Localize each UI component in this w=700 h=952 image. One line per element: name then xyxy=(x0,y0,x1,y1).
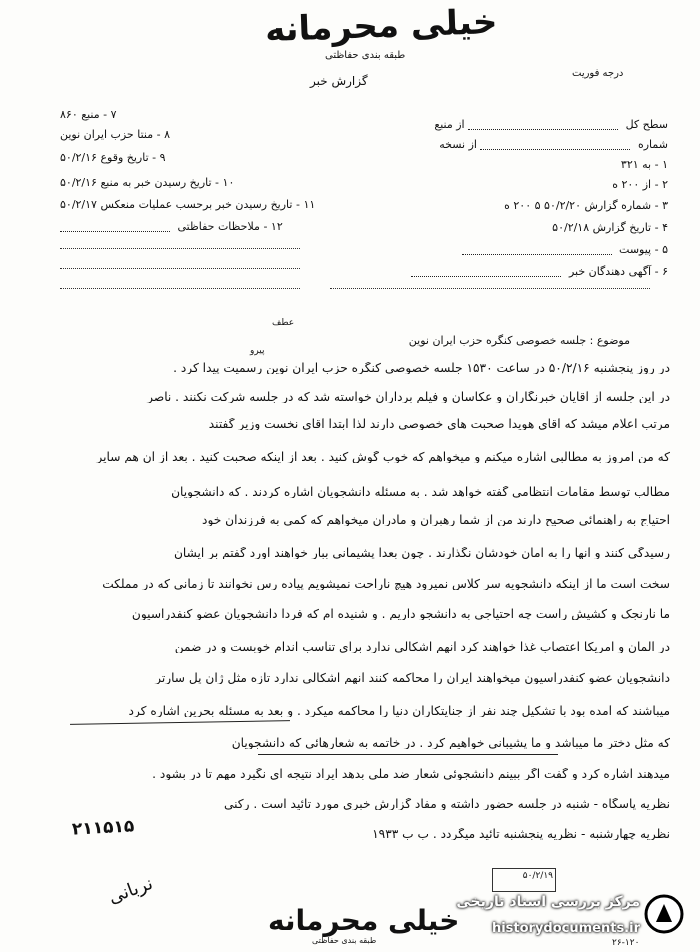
watermark-url[interactable]: historydocuments.ir xyxy=(491,921,640,936)
underline-mark xyxy=(258,754,558,755)
bottom-classification-stamp: خیلی محرمانه xyxy=(268,904,460,937)
field-receipt-date: ۱۰ - تاریخ رسیدن خبر به منبع ۵۰/۲/۱۶ xyxy=(60,176,235,189)
body-line: میدهند اشاره کرد و گفت اگر ببینم دانشجوئی شعار ضد ملی بدهد ایراد نتیجه ای نگیرد مهم تا در بشود . xyxy=(152,768,670,781)
field-target: ۸ - منتا حزب ایران نوین xyxy=(60,128,170,141)
field-security-notes: ۱۲ - ملاحظات حفاظتی xyxy=(60,220,283,233)
subject-line: موضوع : جلسه خصوصی کنگره حزب ایران نوین xyxy=(408,334,630,347)
archive-watermark xyxy=(392,882,692,946)
field-from: ۲ - از ۲۰۰ ه xyxy=(612,178,668,191)
field-to: ۱ - به ۳۲۱ xyxy=(620,158,668,171)
dotted-rule xyxy=(330,288,650,289)
classification-caption: طبقه بندی حفاظتی xyxy=(325,50,406,61)
handwritten-signature: نربانی xyxy=(105,872,156,909)
body-line: در این جلسه از آقایان خبرنگاران و عکاسان و فیلم برداران خواسته شد که در جلسه شرکت نکنند . ناصر xyxy=(147,391,670,404)
watermark-name: مرکز بررسی اسناد تاریخی xyxy=(456,894,640,910)
report-title: گزارش خبر xyxy=(310,74,368,88)
body-line: در آلمان و امریکا اعتصاب غذا خواهند کرد آنهم اشکالی ندارد برای تناسب اندام خوبست و در ضمن xyxy=(174,641,670,654)
body-line: که مثل دختر ما میباشد و ما پشیبانی خواهیم کرد . در خاتمه به شعارهائی که دانشجویان xyxy=(231,737,670,750)
body-line: مطالب توسط مقامات انتظامی گفته خواهد شد . به مسئله دانشجویان اشاره کردند . که دانشجویان xyxy=(171,486,670,499)
document-number: ۲۱۱۵۱۵ xyxy=(71,816,135,840)
follow-label: پیرو xyxy=(250,346,265,356)
body-line: میباشند که آمده بود با تشکیل چند نفر از جنایتکاران دنیا را محاکمه میکرد . و بعد به مسئله بحرین اشاره کرد xyxy=(128,705,670,718)
receipt-date-box: ۵۰/۲/۱۹ xyxy=(492,868,556,892)
underline-mark xyxy=(70,720,290,725)
field-report-date: ۴ - تاریخ گزارش ۵۰/۲/۱۸ xyxy=(552,221,668,234)
abstract-label: عطف xyxy=(272,318,295,328)
field-number: شماره از نسخه xyxy=(439,138,668,151)
body-line: نظریه پاسگاه - شنبه در جلسه حضور داشته و مفاد گزارش خبری مورد تائید است . رکنی xyxy=(223,798,670,811)
body-line: در روز پنجشنبه ۵۰/۲/۱۶ در ساعت ۱۵۳۰ جلسه خصوصی کنگره حزب ایران نوین رسمیت پیدا کرد . xyxy=(173,362,670,375)
body-line: دانشجویان عضو کنفدراسیون میخواهند ایران را محاکمه کنند آنهم اشکالی ندارد تازه مثل ژان پل سارتر xyxy=(155,672,670,685)
body-line: سخت است ما از اینکه دانشجویه سر کلاس نمیرود هیچ ناراحت نمیشویم پیاده رس نخوانند تا زمانی که در مملکت xyxy=(102,578,670,591)
top-classification-stamp: خیلی محرمانه xyxy=(264,1,499,51)
dotted-rule xyxy=(60,288,300,289)
field-copy: سطح کل از منبع xyxy=(434,118,668,131)
dotted-rule xyxy=(60,248,300,249)
bottom-classification-caption: طبقه بندی حفاظتی xyxy=(312,936,377,945)
archive-logo-icon xyxy=(644,894,684,934)
body-line: مرتب اعلام میشد که آقای هویدا صحبت های خصوصی دارند لذا ابتدا آقای نخست وزیر گفتند xyxy=(208,418,670,431)
body-line: نظریه چهارشنبه - نظریه پنجشنبه تائید میگردد . ب ب ۱۹۳۳ xyxy=(372,828,670,841)
field-ops-date: ۱۱ - تاریخ رسیدن خبر برحسب عملیات منعکس ۵۰/۲/۱۷ xyxy=(60,198,316,211)
body-line: احتیاج به راهنمائی صحیح دارند من از شما رهبران و مادران میخواهم که کمی به فرزندان خود xyxy=(202,514,670,527)
dotted-rule xyxy=(60,268,300,269)
body-line: که من امروز به مطالبی اشاره میکنم و میخواهم که خوب گوش کنید . بعد از اینکه صحبت کنید . بعد از آن هم سایر xyxy=(96,451,670,464)
field-report-number: ۳ - شماره گزارش ۵۰/۲/۲۰ ۵ ۲۰۰ ه xyxy=(504,199,668,212)
page-number: ۲۶-۱۲۰ xyxy=(612,938,640,948)
urgency-label: درجه فوریت xyxy=(572,68,624,79)
field-source: ۷ - منبع ۸۶۰ xyxy=(60,108,117,121)
field-informants: ۶ - آگهی دهندگان خبر xyxy=(411,265,668,278)
field-occurrence-date: ۹ - تاریخ وقوع ۵۰/۲/۱۶ xyxy=(60,151,166,164)
body-line: ما نارنجک و کشیش راست چه احتیاجی به دانشجو داریم . و شنیده ام که فردا دانشجویان عضو کنفدراسیون xyxy=(131,608,670,621)
body-line: رسیدگی کنند و آنها را به امان خودشان نگذارند . چون بعدا پشیمانی ببار خواهند آورد گفتم بر ایشان xyxy=(173,547,670,560)
field-attachment: ۵ - پیوست xyxy=(462,243,668,256)
